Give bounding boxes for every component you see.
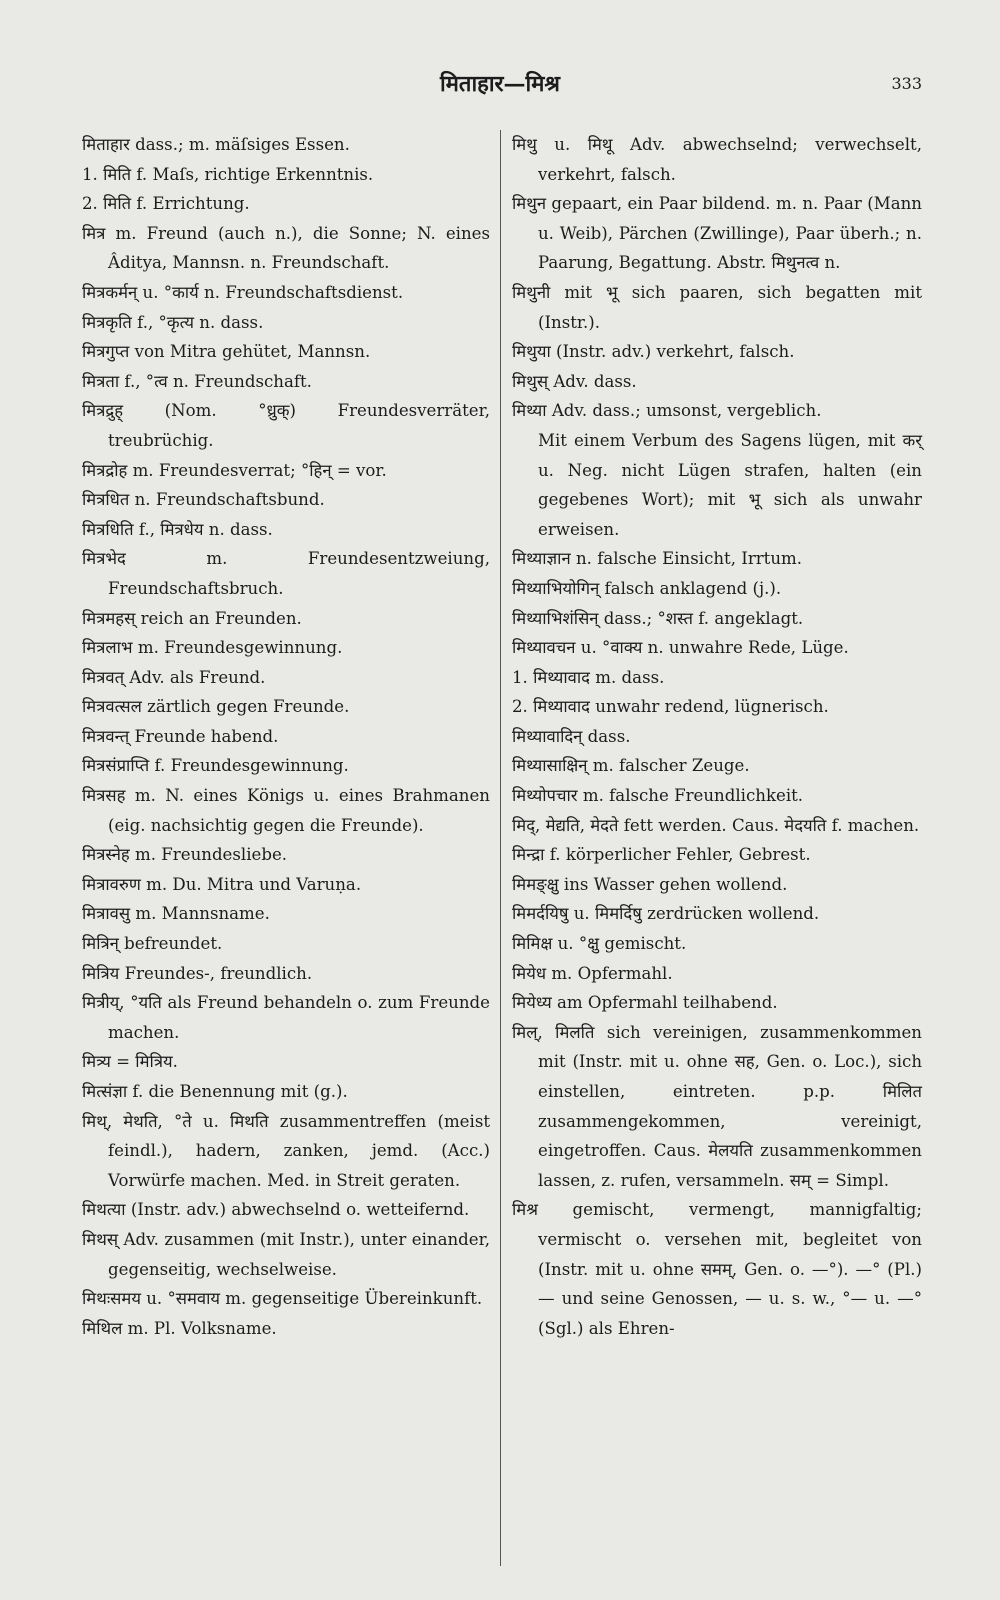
right-column <box>512 130 922 1570</box>
dictionary-entry: मिथ्यावचन u. °वाक्य n. unwahre Rede, Lüge. <box>512 638 849 658</box>
dictionary-entry: मित्रवत्सल zärtlich gegen Freunde. <box>82 697 350 717</box>
dictionary-entry: मिथ्योपचार m. falsche Freundlichkeit. <box>512 786 804 806</box>
dictionary-entry: मियेध m. Opfermahl. <box>512 963 673 983</box>
page-number: 333 <box>891 74 922 93</box>
dictionary-entry: मित्रधिति f., मित्रधेय n. dass. <box>82 519 273 539</box>
dictionary-entry: मित्र m. Freund (auch n.), die Sonne; N. eines Âditya, Mannsn. n. Freundschaft. <box>82 223 490 273</box>
dictionary-entry: मित्रकृति f., °कृत्य n. dass. <box>82 312 264 332</box>
dictionary-entry: मिथ्यासाक्षिन् m. falscher Zeuge. <box>512 756 750 776</box>
dictionary-entry: मिमर्दयिषु u. मिमर्दिषु zerdrücken wollend. <box>512 904 820 924</box>
dictionary-entry: मिथिल m. Pl. Volksname. <box>82 1318 277 1338</box>
left-column <box>82 130 490 1570</box>
dictionary-entry: मिद्, मेद्यति, मेदते fett werden. Caus. मेदयति f. machen. <box>512 815 920 835</box>
dictionary-entry: मिमिक्ष u. °क्षु gemischt. <box>512 934 687 954</box>
dictionary-entry: मिथ्, मेथति, °ते u. मिथति zusammentreffen (meist feindl.), hadern, zanken, jemd. (Acc.) Vorwürfe machen. Med. in Streit geraten. <box>82 1111 490 1190</box>
dictionary-entry: मित्संज्ञा f. die Benennung mit (g.). <box>82 1082 348 1101</box>
dictionary-entry: मित्रभेद m. Freundesentzweiung, Freundschaftsbruch. <box>82 549 490 598</box>
dictionary-entry: मित्रलाभ m. Freundesgewinnung. <box>82 638 343 658</box>
dictionary-entry: मित्रकर्मन् u. °कार्य n. Freundschaftsdienst. <box>82 282 404 302</box>
dictionary-entry: 1. मिति f. Maſs, richtige Erkenntnis. <box>82 164 374 184</box>
dictionary-entry: मित्रिय Freundes-, freundlich. <box>82 963 313 983</box>
dictionary-entry: मित्रीय्, °यति als Freund behandeln o. zum Freunde machen. <box>82 993 490 1042</box>
dictionary-entry: मिन्द्रा f. körperlicher Fehler, Gebrest. <box>512 845 811 865</box>
dictionary-entry: मिथुस् Adv. dass. <box>512 371 637 391</box>
dictionary-entry: मिमङ्क्षु ins Wasser gehen wollend. <box>512 874 788 894</box>
dictionary-entry: मिथ्याज्ञान n. falsche Einsicht, Irrtum. <box>512 549 803 569</box>
dictionary-entry: मिल्, मिलति sich vereinigen, zusammenkommen mit (Instr. mit u. ohne सह, Gen. o. Loc.), sich einstellen, eintreten. p.p. मिलित zusammengekommen, vereinigt, eingetroffen. Caus. मेलयति zusammenkommen lassen, z. rufen, versammeln. सम् = Simpl. <box>512 1022 922 1190</box>
dictionary-entry: मिथस् Adv. zusammen (mit Instr.), unter einander, gegenseitig, wechselweise. <box>82 1229 490 1279</box>
dictionary-entry: मित्रावरुण m. Du. Mitra und Varuṇa. <box>82 874 362 894</box>
dictionary-entry: मित्रिन् befreundet. <box>82 934 223 954</box>
dictionary-entry: मिताहार dass.; m. mäſsiges Essen. <box>82 135 350 154</box>
dictionary-entry: मित्रस्नेह m. Freundesliebe. <box>82 845 288 865</box>
dictionary-entry: मिथ्याभियोगिन् falsch anklagend (j.). <box>512 578 782 598</box>
dictionary-entry: 1. मिथ्यावाद m. dass. <box>512 667 665 687</box>
dictionary-entry: मिथु u. मिथू Adv. abwechselnd; verwechselt, verkehrt, falsch. <box>512 135 922 184</box>
dictionary-entry: मित्रता f., °त्व n. Freundschaft. <box>82 371 312 391</box>
column-divider <box>500 130 501 1566</box>
dictionary-entry: मिथुन gepaart, ein Paar bildend. m. n. Paar (Mann u. Weib), Pärchen (Zwillinge), Paar überh.; n. Paarung, Begattung. Abstr. मिथुनत्व n. <box>512 194 922 273</box>
dictionary-entry: मिश्र gemischt, vermengt, mannigfaltig; vermischt o. versehen mit, begleitet von (Instr. mit u. ohne समम्, Gen. o. —°). —° (Pl.) — und seine Genossen, — u. s. w., °— u. —° (Sgl.) als Ehren- <box>512 1200 922 1338</box>
dictionary-entry: मिथ्याभिशंसिन् dass.; °शस्त f. angeklagt. <box>512 608 804 628</box>
dictionary-entry-continuation: Mit einem Verbum des Sagens lügen, mit कर् u. Neg. nicht Lügen strafen, halten (ein gegebenes Wort); mit भू sich als unwahr erweisen. <box>538 430 922 539</box>
dictionary-entry: मित्रधित n. Freundschaftsbund. <box>82 490 325 510</box>
dictionary-entry: मिथत्या (Instr. adv.) abwechselnd o. wetteifernd. <box>82 1200 470 1220</box>
page-header <box>0 68 1000 108</box>
dictionary-entry: मित्र्य = मित्रिय. <box>82 1052 178 1072</box>
running-head: मिताहार—मिश्र <box>440 71 560 97</box>
dictionary-entry: मित्रावसु m. Mannsname. <box>82 904 270 924</box>
dictionary-entry: मित्रद्रोह m. Freundesverrat; °हिन् = vor. <box>82 460 387 480</box>
dictionary-entry: 2. मिति f. Errichtung. <box>82 194 250 214</box>
dictionary-entry: मियेध्य am Opfermahl teilhabend. <box>512 993 778 1013</box>
dictionary-entry: मित्रवन्त् Freunde habend. <box>82 726 279 746</box>
dictionary-entry: मित्रद्रुह् (Nom. °ध्रुक्) Freundesverräter, treubrüchig. <box>82 401 490 450</box>
dictionary-entry: मिथुया (Instr. adv.) verkehrt, falsch. <box>512 342 795 362</box>
dictionary-entry: 2. मिथ्यावाद unwahr redend, lügnerisch. <box>512 697 829 717</box>
dictionary-entry: मित्रसंप्राप्ति f. Freundesgewinnung. <box>82 756 349 776</box>
dictionary-entry: मिथःसमय u. °समवाय m. gegenseitige Übereinkunft. <box>82 1289 483 1309</box>
dictionary-entry: मित्रमहस् reich an Freunden. <box>82 608 302 628</box>
dictionary-entry: मित्रसह m. N. eines Königs u. eines Brahmanen (eig. nachsichtig gegen die Freunde). <box>82 786 490 835</box>
dictionary-entry: मित्रगुप्त von Mitra gehütet, Mannsn. <box>82 342 371 362</box>
dictionary-entry: मिथुनी mit भू sich paaren, sich begatten mit (Instr.). <box>512 282 922 332</box>
dictionary-entry: मित्रवत् Adv. als Freund. <box>82 667 266 687</box>
dictionary-entry: मिथ्यावादिन् dass. <box>512 726 631 746</box>
dictionary-entry: मिथ्या Adv. dass.; umsonst, vergeblich. <box>512 401 822 421</box>
